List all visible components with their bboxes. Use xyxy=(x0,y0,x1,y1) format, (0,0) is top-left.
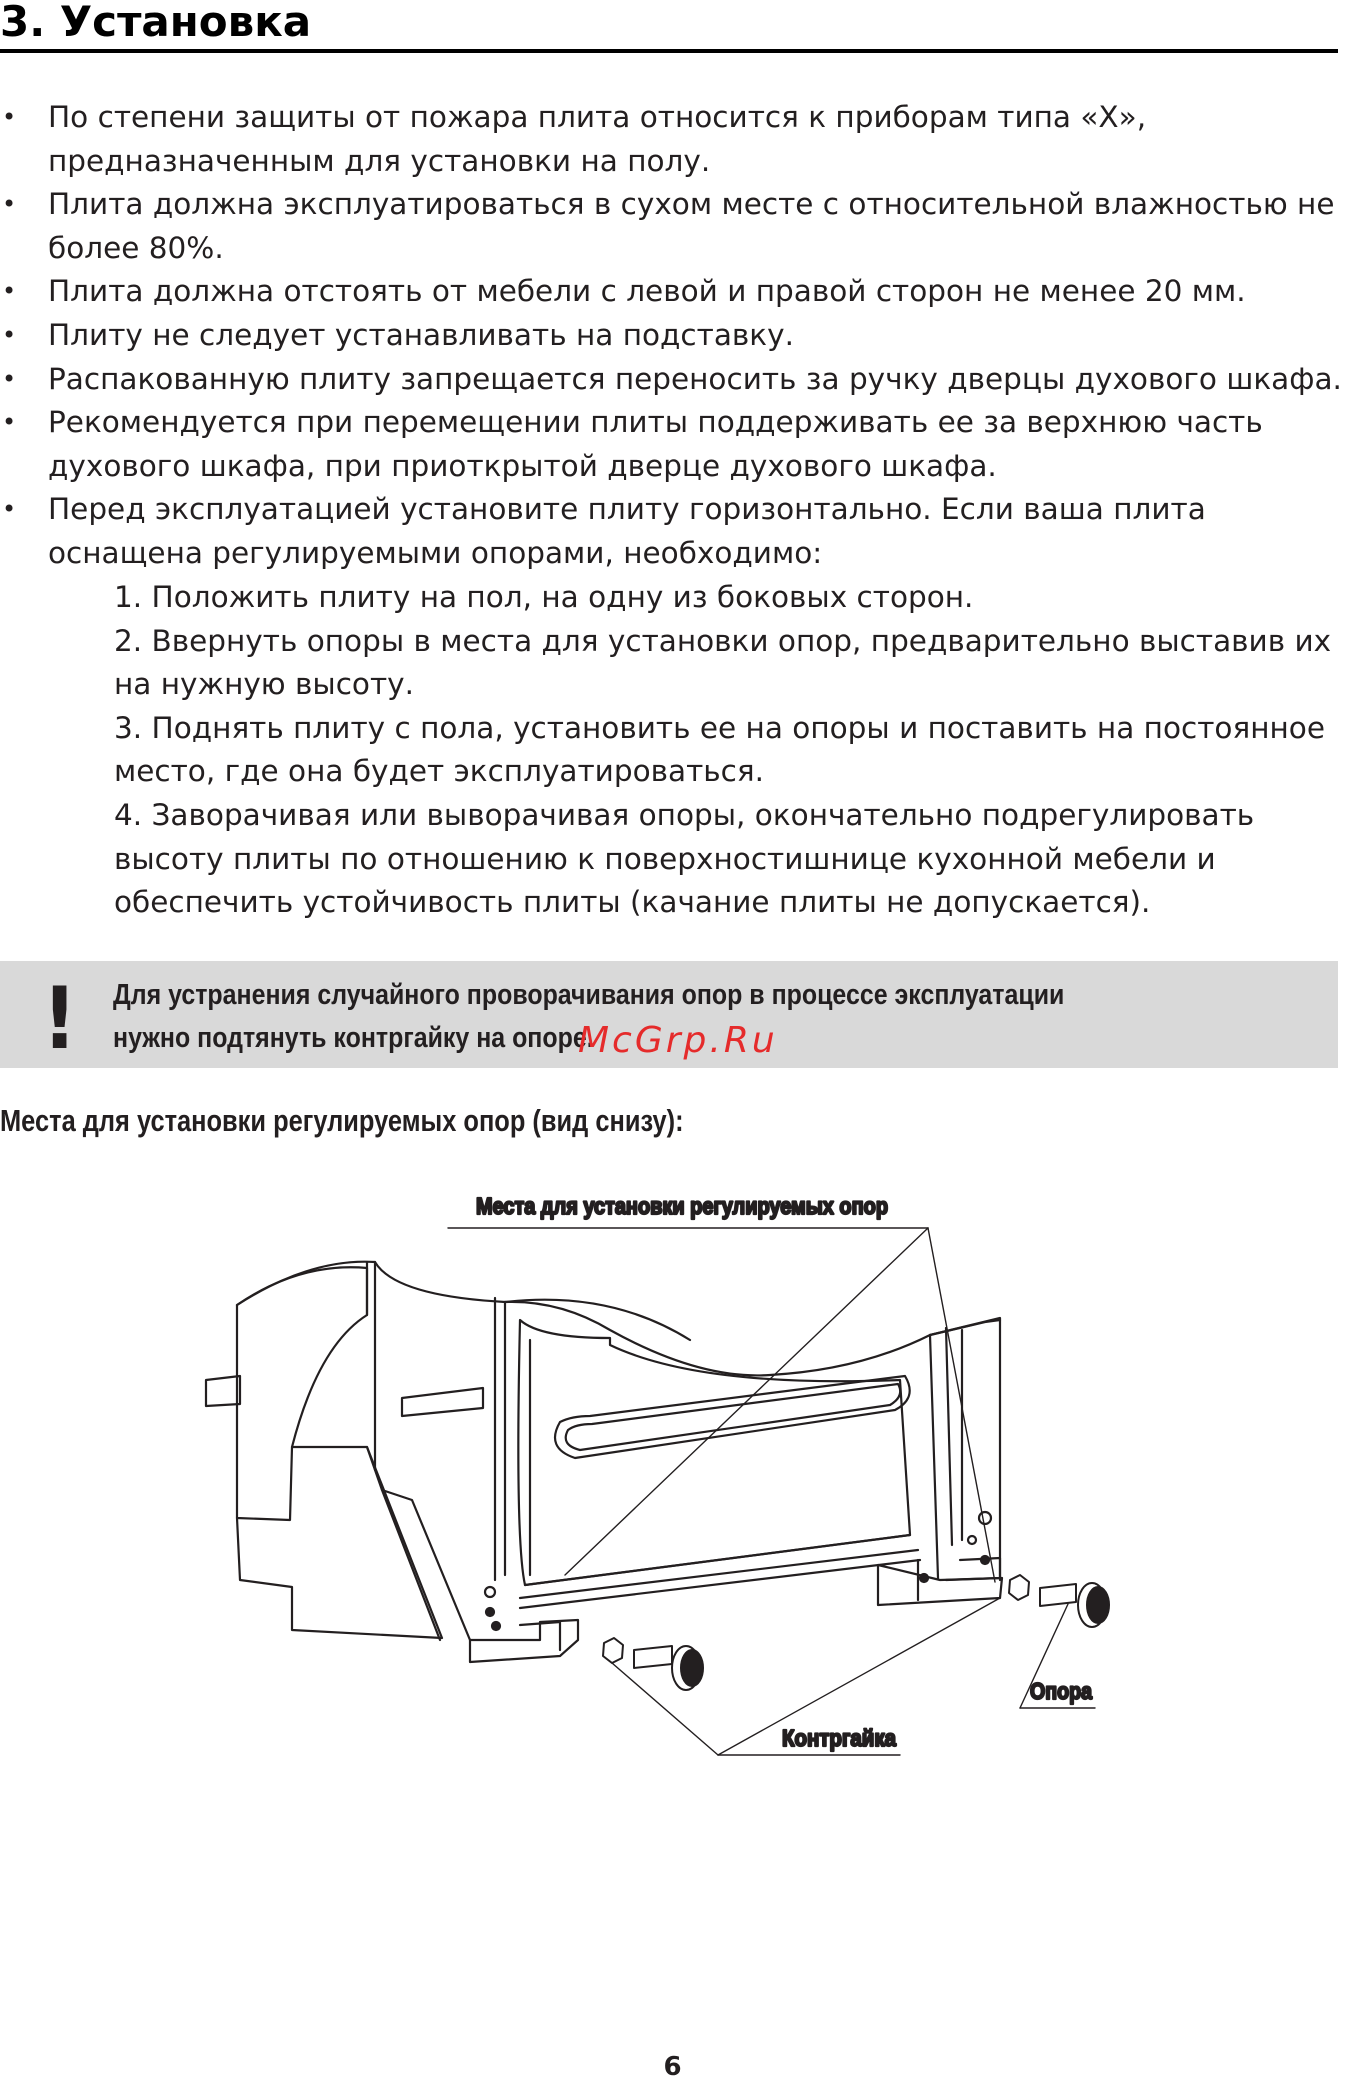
diagram-heading: Места для установки регулируемых опор (вид снизу): xyxy=(0,1103,684,1138)
heading-underline xyxy=(0,49,1338,53)
list-item: • Плиту не следует устанавливать на подставку. xyxy=(0,314,1345,358)
locknut-and-foot-left xyxy=(603,1638,703,1690)
watermark: McGrp.Ru xyxy=(578,1020,778,1061)
warning-text: Для устранения случайного проворачивания опор в процессе эксплуатации нужно подтянуть контргайку на опоре. xyxy=(113,979,1065,1054)
label-foot: Опора xyxy=(1030,1678,1093,1704)
stove-body-drawing xyxy=(206,1262,1002,1662)
list-item: • По степени защиты от пожара плита относится к приборам типа «Х», предназначенным для установки на полу. xyxy=(0,96,1345,183)
leader-lines xyxy=(448,1228,1095,1755)
label-locknut: Контргайка xyxy=(782,1725,897,1751)
step-item: 4. Заворачивая или выворачивая опоры, окончательно подрегулировать высоту плиты по отношению к поверхностишнице кухонной мебели и обеспечить устойчивость плиты (качание плиты не допускается). xyxy=(114,797,1255,920)
installation-steps xyxy=(114,576,1345,925)
list-item: • Распакованную плиту запрещается переносить за ручку дверцы духового шкафа. xyxy=(0,358,1345,402)
locknut-and-foot-right xyxy=(1009,1575,1109,1627)
step-item: 1. Положить плиту на пол, на одну из боковых сторон. xyxy=(114,580,974,614)
page-number: 6 xyxy=(663,2052,682,2082)
list-item: • Плита должна отстоять от мебели с левой и правой сторон не менее 20 мм. xyxy=(0,270,1345,314)
stove-bottom-diagram xyxy=(0,1150,1345,1780)
label-mounting-places: Места для установки регулируемых опор xyxy=(476,1193,888,1219)
section-heading: 3. Установка xyxy=(0,0,312,46)
list-item: • Рекомендуется при перемещении плиты поддерживать ее за верхнюю часть духового шкафа, при приоткрытой дверце духового шкафа. xyxy=(0,401,1345,488)
list-item: • Плита должна эксплуатироваться в сухом месте с относительной влажностью не более 80%. xyxy=(0,183,1345,270)
requirements-list xyxy=(0,96,1345,576)
exclamation-icon: ! xyxy=(41,969,78,1069)
step-item: 3. Поднять плиту с пола, установить ее на опоры и поставить на постоянное место, где она будет эксплуатироваться. xyxy=(114,710,1325,789)
step-item: 2. Ввернуть опоры в места для установки опор, предварительно выставив их на нужную высоту. xyxy=(114,623,1332,702)
list-item: • Перед эксплуатацией установите плиту горизонтально. Если ваша плита оснащена регулируемыми опорами, необходимо: xyxy=(0,488,1345,575)
